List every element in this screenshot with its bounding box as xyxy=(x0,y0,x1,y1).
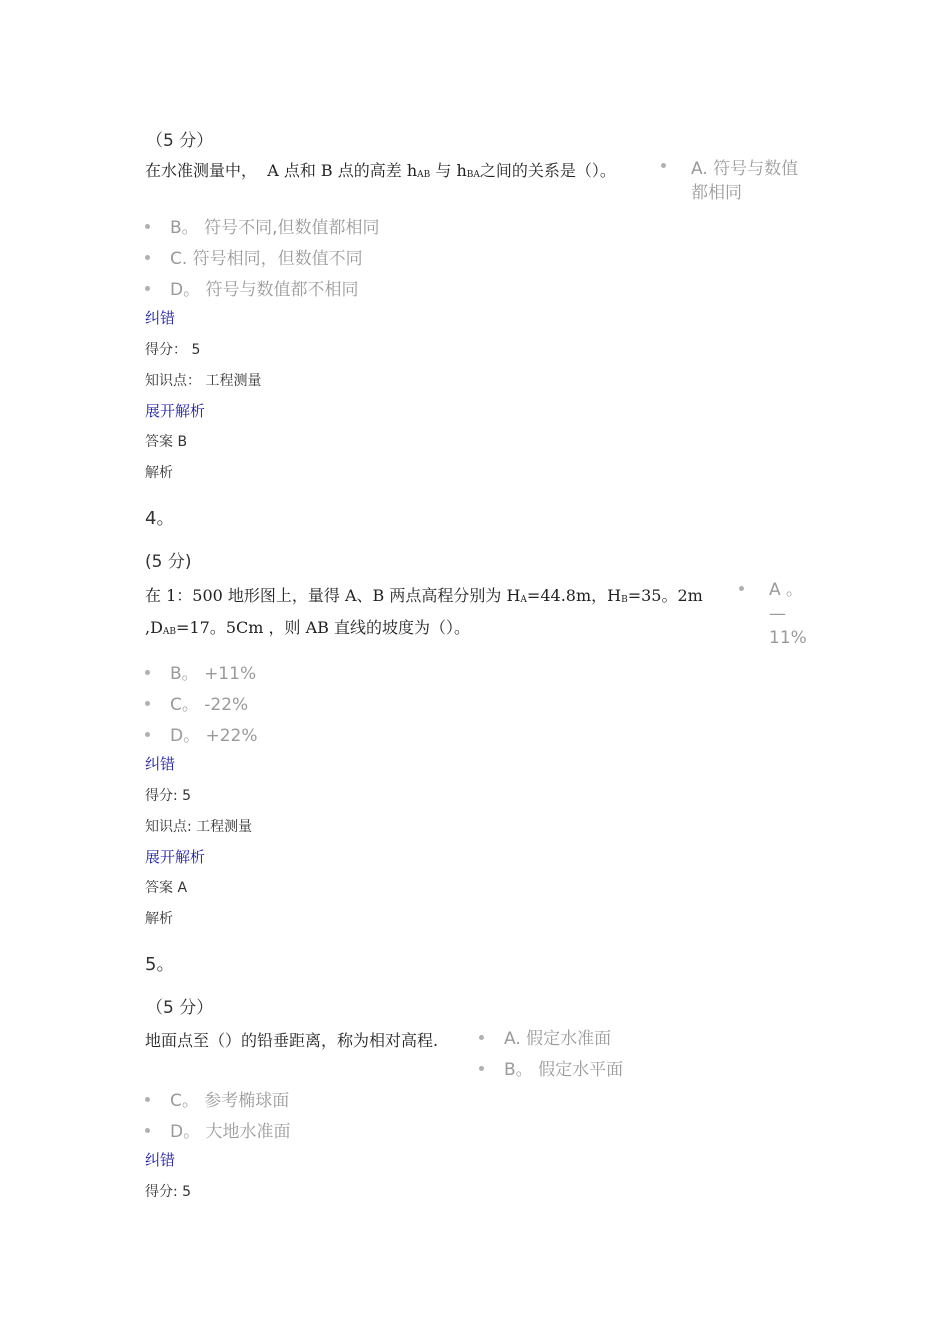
bullet-icon xyxy=(145,255,150,260)
q3-score: （5 分） xyxy=(146,131,214,151)
q3-option-c[interactable]: C. 符号相同，但数值不同 xyxy=(145,244,363,269)
bullet-icon xyxy=(145,670,150,675)
bullet-icon xyxy=(145,224,150,229)
q3-analysis-label: 解析 xyxy=(145,465,173,481)
q3-expand-analysis-link[interactable]: 展开解析 xyxy=(145,402,206,420)
q4-option-d[interactable]: D。 +22% xyxy=(145,721,258,746)
q3-option-d[interactable]: D。 符号与数值都不相同 xyxy=(145,275,359,300)
bullet-icon xyxy=(145,286,150,291)
q5-score: （5 分） xyxy=(146,998,214,1018)
q3-option-a[interactable] xyxy=(661,157,686,177)
q4-option-a[interactable] xyxy=(739,580,764,600)
q4-expand-analysis-link[interactable]: 展开解析 xyxy=(145,848,206,866)
q4-answer: 答案 A xyxy=(145,880,188,896)
q3-report-error-link[interactable]: 纠错 xyxy=(145,309,176,327)
bullet-icon xyxy=(145,701,150,706)
q4-option-a-text[interactable]: A 。 — 11% xyxy=(769,580,807,648)
bullet-icon xyxy=(145,1128,150,1133)
q5-option-c[interactable]: C。 参考椭球面 xyxy=(145,1086,289,1111)
q4-report-error-link[interactable]: 纠错 xyxy=(145,755,176,773)
q3-answer: 答案 B xyxy=(145,434,188,450)
q5-option-b[interactable]: B。 假定水平面 xyxy=(479,1055,623,1080)
bullet-icon xyxy=(145,732,150,737)
q3-option-b[interactable]: B。 符号不同,但数值都相同 xyxy=(145,213,379,238)
q4-number: 4。 xyxy=(145,508,175,529)
q4-analysis-label: 解析 xyxy=(145,911,173,927)
q4-stem-line1: 在 1：500 地形图上，量得 A、B 两点高程分别为 $H_A=44.8m$，$H_B=35$。2m xyxy=(145,586,703,605)
q5-points: 得分: 5 xyxy=(145,1184,192,1200)
q5-number: 5。 xyxy=(145,954,175,975)
q3-points: 得分： 5 xyxy=(145,342,201,358)
q3-option-a-text[interactable]: A. 符号与数值 都相同 xyxy=(691,159,799,203)
q4-score: (5 分) xyxy=(145,552,192,572)
q5-option-d[interactable]: D。 大地水准面 xyxy=(145,1117,291,1142)
q4-option-b[interactable]: B。 +11% xyxy=(145,659,256,684)
q5-option-a[interactable]: A. 假定水准面 xyxy=(479,1024,611,1049)
bullet-icon xyxy=(739,586,744,591)
q5-report-error-link[interactable]: 纠错 xyxy=(145,1151,176,1169)
q4-option-c[interactable]: C。 -22% xyxy=(145,690,248,715)
q3-stem: 在水准测量中， A 点和 B 点的高差 $h_{AB}$ 与 $h_{BA}$之间的关系是（）。 xyxy=(145,161,616,180)
q4-knowledge-point: 知识点: 工程测量 xyxy=(145,819,253,835)
bullet-icon xyxy=(479,1035,484,1040)
bullet-icon xyxy=(145,1097,150,1102)
bullet-icon xyxy=(661,163,666,168)
q5-stem: 地面点至（）的铅垂距离，称为相对高程. xyxy=(145,1031,439,1050)
bullet-icon xyxy=(479,1066,484,1071)
q3-knowledge-point: 知识点： 工程测量 xyxy=(145,373,262,389)
q4-stem-line2: $,D_{AB}=17$。5Cm ，则 AB 直线的坡度为（）。 xyxy=(145,618,470,637)
q4-points: 得分: 5 xyxy=(145,788,192,804)
